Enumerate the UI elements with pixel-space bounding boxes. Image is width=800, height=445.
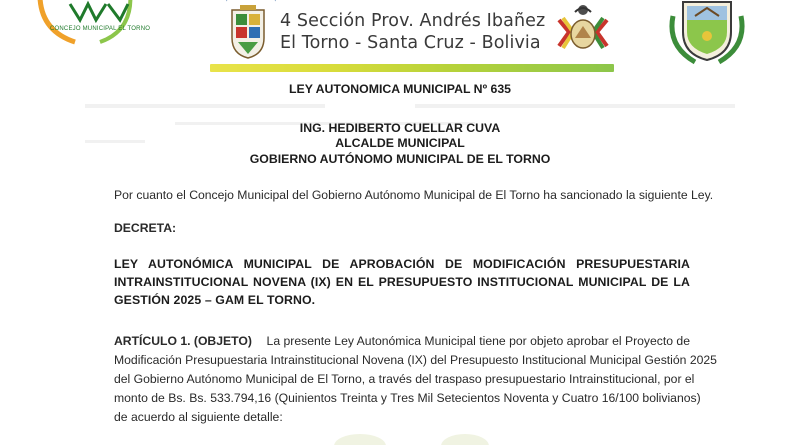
law-number: LEY AUTONOMICA MUNICIPAL Nº 635	[289, 82, 511, 96]
location-line-1: 4 Sección Prov. Andrés Ibañez	[280, 11, 546, 31]
law-title-line-2: INTRAINSTITUCIONAL NOVENA (IX) EN EL PRESUPUESTO INSTITUCIONAL MUNICIPAL DE LA	[114, 275, 690, 289]
article-1-line-5: de acuerdo al siguiente detalle:	[114, 410, 283, 424]
law-title-line-3: GESTIÓN 2025 – GAM EL TORNO.	[114, 293, 316, 307]
article-1-line-1: La presente Ley Autonómica Municipal tiene por objeto aprobar el Proyecto de	[266, 334, 690, 348]
el-torno-shield-icon	[665, 0, 749, 68]
article-1-line-4: monto de Bs. Bs. 533.794,16 (Quinientos Treinta y Tres Mil Setecientos Noventa y Cuatro 16/100 bolivianos)	[114, 391, 701, 405]
decreta-heading: DECRETA:	[114, 221, 177, 235]
header-color-stripe	[210, 64, 614, 72]
authority-role: ALCALDE MUNICIPAL	[335, 136, 465, 150]
article-1-first-line	[114, 334, 690, 348]
article-1-heading: ARTÍCULO 1. (OBJETO)	[114, 334, 252, 348]
municipal-shield-icon	[228, 4, 268, 60]
preamble: Por cuanto el Concejo Municipal del Gobierno Autónomo Municipal de El Torno ha sancionado la siguiente Ley.	[114, 188, 714, 202]
government-name: GOBIERNO AUTÓNOMO MUNICIPAL DE EL TORNO	[249, 152, 551, 166]
header-location	[280, 10, 550, 54]
article-1-line-3: del Gobierno Autónomo Municipal de El Torno, a través del traspaso presupuestario Intrainstitucional, por el	[114, 372, 695, 386]
authority-name: ING. HEDIBERTO CUELLAR CUVA	[299, 121, 501, 135]
faint-seal-marks	[300, 424, 520, 445]
concejo-logo-text: CONCEJO MUNICIPAL EL TORNO	[50, 26, 151, 32]
bolivia-coat-of-arms-icon	[553, 2, 613, 62]
article-1-line-2: Modificación Presupuestaria Intrainstitucional Novena (IX) del Presupuesto Institucional Municipal Gestión 2025	[114, 353, 717, 367]
law-title-line-1: LEY AUTONÓMICA MUNICIPAL DE APROBACIÓN DE MODIFICACIÓN PRESUPUESTARIA	[114, 257, 690, 271]
location-line-2: El Torno - Santa Cruz - Bolivia	[280, 33, 541, 53]
